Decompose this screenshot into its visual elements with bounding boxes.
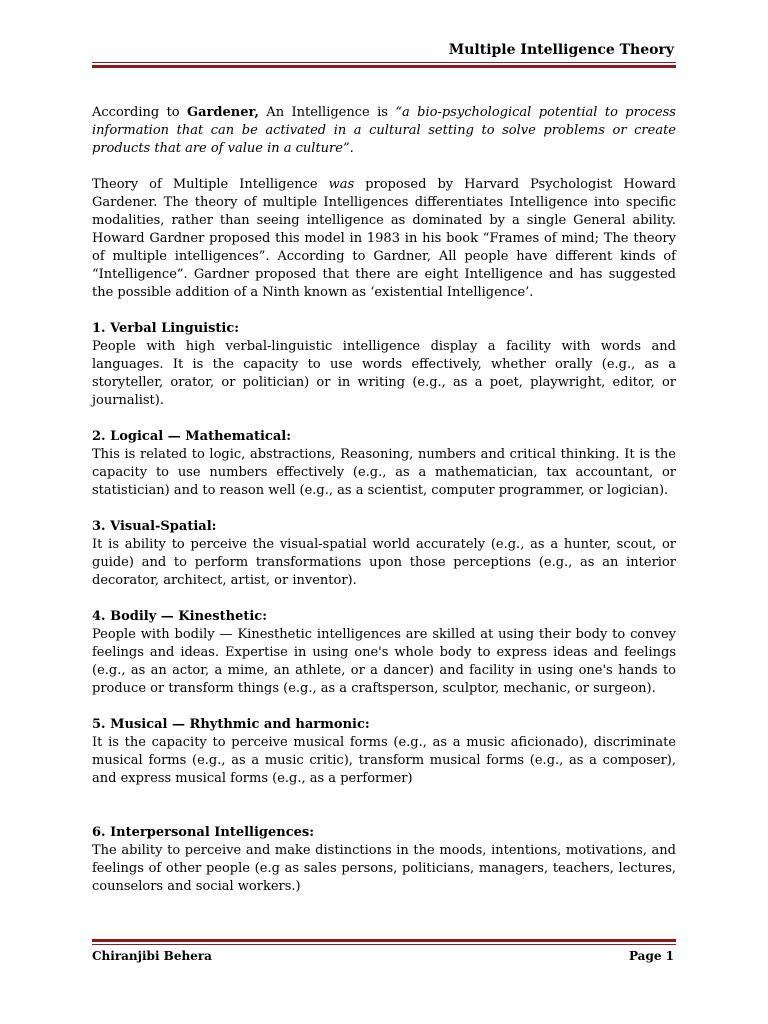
- section-heading: 4. Bodily — Kinesthetic:: [92, 609, 267, 624]
- section-text: This is related to logic, abstractions, Reasoning, numbers and critical thinking. It is the capacity to use numbers effectively (e.g., as a mathematician, tax accountant, or statistician) and to reason well (e.g., as a scientist, computer programmer, or logician).: [92, 447, 676, 498]
- header-rule-thick: [92, 65, 676, 68]
- footer-rule-thin: [92, 944, 676, 945]
- section-heading: 3. Visual-Spatial:: [92, 519, 217, 534]
- intro-paragraph-1: [92, 104, 676, 158]
- section-text: It is the capacity to perceive musical forms (e.g., as a music aficionado), discriminate musical forms (e.g., as a music critic), transform musical forms (e.g., as a composer), and express musical forms (e.g., as a performer): [92, 735, 676, 786]
- section-heading: 2. Logical — Mathematical:: [92, 429, 292, 444]
- footer-page-number: Page 1: [628, 949, 674, 963]
- emphasis-was: was: [328, 177, 355, 192]
- intro-text: Theory of Multiple Intelligence: [92, 177, 329, 192]
- section-text: The ability to perceive and make distinctions in the moods, intentions, motivations, and feelings of other people (e.g as sales persons, politicians, managers, teachers, lectures, counselors and social workers.): [92, 843, 676, 894]
- section-text: People with high verbal-linguistic intelligence display a facility with words and languages. It is the capacity to use words effectively, whether orally (e.g., as a storyteller, orator, or politician) or in writing (e.g., as a poet, playwright, editor, or journalist).: [92, 339, 676, 408]
- intro-text: An Intelligence is: [258, 105, 396, 120]
- header-rule-thin: [92, 62, 676, 63]
- footer-author: Chiranjibi Behera: [92, 949, 212, 963]
- section-musical: [92, 716, 676, 788]
- definition-quote: “a bio-psychological potential to process information that can be activated in a cultural setting to solve problems or create products that are of value in a culture”.: [92, 105, 676, 156]
- section-heading: 6. Interpersonal Intelligences:: [92, 825, 315, 840]
- section-verbal-linguistic: [92, 320, 676, 410]
- section-heading: 1. Verbal Linguistic:: [92, 321, 240, 336]
- section-text: People with bodily — Kinesthetic intelligences are skilled at using their body to convey feelings and ideas. Expertise in using one's whole body to express ideas and feelings (e.g., as an actor, a mime, an athlete, or a dancer) and facility in using one's hands to produce or transform things (e.g., as a craftsperson, sculptor, mechanic, or surgeon).: [92, 627, 676, 696]
- intro-text: According to: [92, 105, 188, 120]
- gardener-name: Gardener,: [187, 105, 259, 120]
- footer-rule-thick: [92, 939, 676, 942]
- section-interpersonal: [92, 824, 676, 896]
- intro-paragraph-2: [92, 176, 676, 302]
- spacer: [92, 806, 676, 824]
- section-visual-spatial: [92, 518, 676, 590]
- section-heading: 5. Musical — Rhythmic and harmonic:: [92, 717, 370, 732]
- section-logical-mathematical: [92, 428, 676, 500]
- section-text: It is ability to perceive the visual-spatial world accurately (e.g., as a hunter, scout, or guide) and to perform transformations upon those perceptions (e.g., as an interior decorator, architect, artist, or inventor).: [92, 537, 676, 588]
- document-body: [92, 104, 676, 914]
- section-bodily-kinesthetic: [92, 608, 676, 698]
- intro-text: proposed by Harvard Psychologist Howard Gardener. The theory of multiple Intelligences differentiates Intelligence into specific modalities, rather than seeing intelligence as dominated by a single General ability. Howard Gardner proposed this model in 1983 in his book “Frames of mind; The theory of multiple intelligences”. According to Gardner, All people have different kinds of “Intelligence”. Gardner proposed that there are eight Intelligence and has suggested the possible addition of a Ninth known as ‘existential Intelligence’.: [92, 177, 676, 300]
- page-header-title: Multiple Intelligence Theory: [448, 42, 674, 58]
